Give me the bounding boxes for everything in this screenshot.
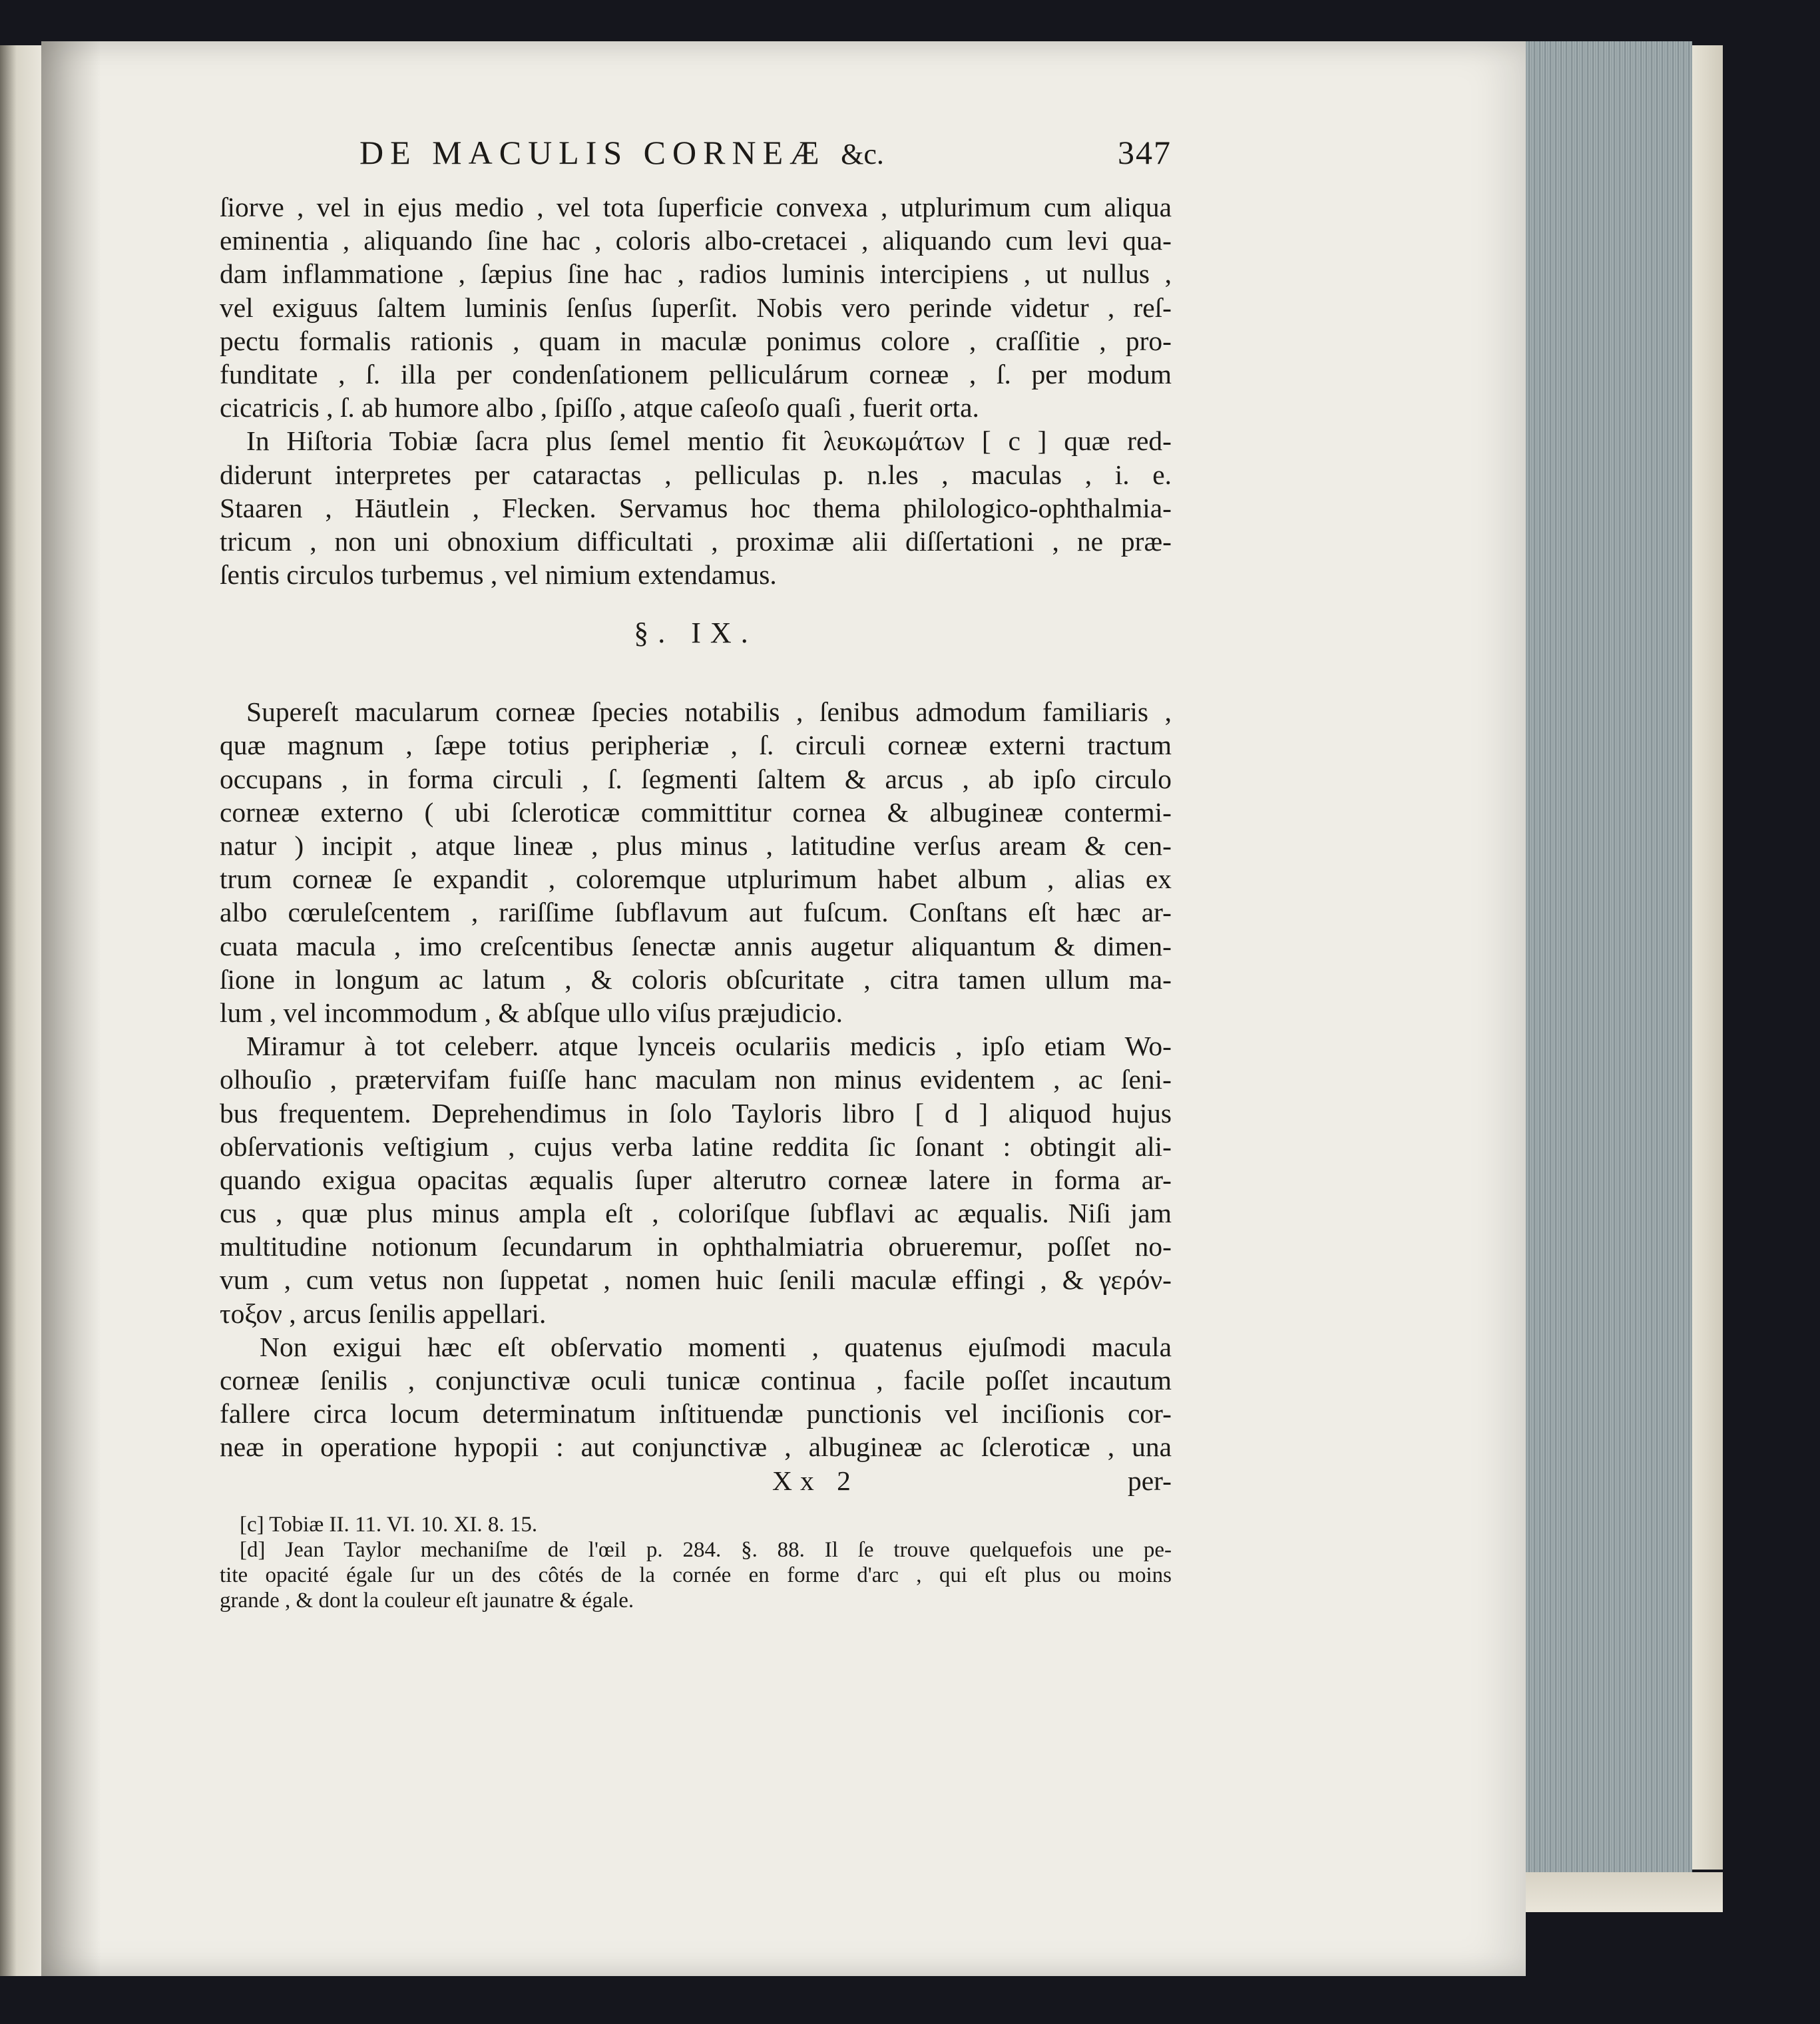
text-line: natur ) incipit , atque lineæ , plus minus , latitudine verſus aream & cen-: [220, 830, 1172, 861]
text-line: cuata macula , imo creſcentibus ſenectæ annis augetur aliquantum & dimen-: [220, 930, 1172, 961]
text-line: corneæ externo ( ubi ſcleroticæ committitur cornea & albugineæ contermi-: [220, 796, 1172, 828]
text-block: [220, 133, 1172, 1613]
section-heading: §. IX.: [634, 617, 758, 650]
running-head-title: [220, 133, 884, 172]
text-line: diderunt interpretes per cataractas , pelliculas p. n.les , maculas , i. e.: [220, 459, 1172, 490]
text-line: vum , cum vetus non ſuppetat , nomen huic ſenili maculæ effingi , & γερόν-: [220, 1264, 1172, 1296]
text-line: quando exigua opacitas æqualis ſuper alterutro corneæ latere in forma ar-: [220, 1164, 1172, 1195]
text-line: vel exiguus ſaltem luminis ſenſus ſuperſit. Nobis vero perinde videtur , reſ-: [220, 292, 1172, 323]
text-line: ſione in longum ac latum , & coloris obſcuritate , citra tamen ullum ma-: [220, 963, 1172, 995]
gutter-shadow: [41, 41, 101, 1976]
footnotes: [220, 1512, 1172, 1613]
catchword: per-: [1128, 1465, 1172, 1496]
paragraph-3: [220, 695, 1172, 1029]
text-line: bus frequentem. Deprehendimus in ſolo Tayloris libro [ d ] aliquod hujus: [220, 1097, 1172, 1129]
text-line: τοξον , arcus ſenilis appellari.: [220, 1298, 547, 1329]
footnote-d: [d] Jean Taylor mechaniſme de l'œil p. 284. §. 88. Il ſe trouve quelquefois une pe-: [240, 1537, 1172, 1562]
text-line: pectu formalis rationis , quam in maculæ ponimus colore , craſſitie , pro-: [220, 325, 1172, 356]
footnote-d-continuation: tite opacité égale ſur un des côtés de la cornée en forme d'arc , qui eſt plus ou moins: [220, 1563, 1172, 1587]
text-line: ſiorve , vel in ejus medio , vel tota ſuperficie convexa , utplurimum cum aliqua: [220, 192, 1172, 222]
paragraph-1: [220, 190, 1172, 424]
page-bottom-edge: [1526, 1872, 1723, 1912]
text-line: obſervationis veſtigium , cujus verba latine reddita ſic ſonant : obtingit ali-: [220, 1131, 1172, 1162]
text-line: neæ in operatione hypopii : aut conjunctivæ , albugineæ ac ſcleroticæ , una: [220, 1431, 1172, 1463]
running-head-text: DE MACULIS CORNEÆ: [359, 134, 826, 171]
text-line: ſentis circulos turbemus , vel nimium extendamus.: [220, 559, 777, 591]
running-header: [220, 133, 1172, 180]
text-line: tricum , non uni obnoxium difficultati , proximæ alii diſſertationi , ne præ-: [220, 525, 1172, 557]
page-block-edges: [1526, 41, 1692, 1872]
text-line: Staaren , Häutlein , Flecken. Servamus hoc thema philologico-ophthalmia-: [220, 492, 1172, 523]
page-number: 347: [1118, 134, 1172, 171]
footnote-d-continuation: grande , & dont la couleur eſt jaunatre & égale.: [220, 1588, 634, 1613]
footnote-c: [c] Tobiæ II. 11. VI. 10. XI. 8. 15.: [240, 1512, 538, 1537]
text-line: Miramur à tot celeberr. atque lynceis oculariis medicis , ipſo etiam Wo-: [246, 1031, 1172, 1062]
text-line: In Hiſtoria Tobiæ ſacra plus ſemel mentio fit λευκωμάτων [ c ] quæ red-: [246, 425, 1172, 457]
text-line: cus , quæ plus minus ampla eſt , coloriſque ſubflavi ac æqualis. Niſi jam: [220, 1198, 1172, 1229]
text-line: Non exigui hæc eſt obſervatio momenti , quatenus ejuſmodi macula: [260, 1331, 1172, 1362]
back-cover-edge: [1692, 45, 1723, 1870]
running-head-suffix: &c.: [841, 138, 884, 170]
signature-mark: Xx 2: [772, 1465, 859, 1496]
page-foot-line: [220, 1464, 1172, 1497]
text-line: albo cœruleſcentem , rariſſime ſubflavum aut fuſcum. Conſtans eſt hæc ar-: [220, 897, 1172, 928]
paragraph-4: [220, 1029, 1172, 1330]
text-line: eminentia , aliquando ſine hac , coloris albo-cretacei , aliquando cum levi qua-: [220, 225, 1172, 256]
paragraph-2: [220, 424, 1172, 591]
text-line: funditate , ſ. illa per condenſationem pelliculárum corneæ , ſ. per modum: [220, 358, 1172, 389]
text-line: cicatricis , ſ. ab humore albo , ſpiſſo , atque caſeoſo quaſi , fuerit orta.: [220, 392, 979, 423]
text-line: occupans , in forma circuli , ſ. ſegmenti ſaltem & arcus , ab ipſo circulo: [220, 763, 1172, 794]
paragraph-5: [220, 1330, 1172, 1464]
text-line: trum corneæ ſe expandit , coloremque utplurimum habet album , alias ex: [220, 864, 1172, 895]
text-line: fallere circa locum determinatum inſtituendæ punctionis vel inciſionis cor-: [220, 1398, 1172, 1429]
text-line: quæ magnum , ſæpe totius peripheriæ , ſ. circuli corneæ externi tractum: [220, 730, 1172, 761]
text-line: dam inflammatione , ſæpius ſine hac , radios luminis intercipiens , ut nullus ,: [220, 258, 1172, 290]
text-line: Supereſt macularum corneæ ſpecies notabilis , ſenibus admodum familiaris ,: [246, 696, 1172, 728]
text-line: multitudine notionum ſecundarum in ophthalmiatria obrueremur, poſſet no-: [220, 1231, 1172, 1262]
text-line: lum , vel incommodum , & abſque ullo viſus præjudicio.: [220, 997, 843, 1028]
text-line: olhouſio , prætervifam fuiſſe hanc maculam non minus evidentem , ac ſeni-: [220, 1064, 1172, 1095]
previous-page-edge: [0, 45, 41, 1976]
text-line: corneæ ſenilis , conjunctivæ oculi tunicæ continua , facile poſſet incautum: [220, 1365, 1172, 1395]
